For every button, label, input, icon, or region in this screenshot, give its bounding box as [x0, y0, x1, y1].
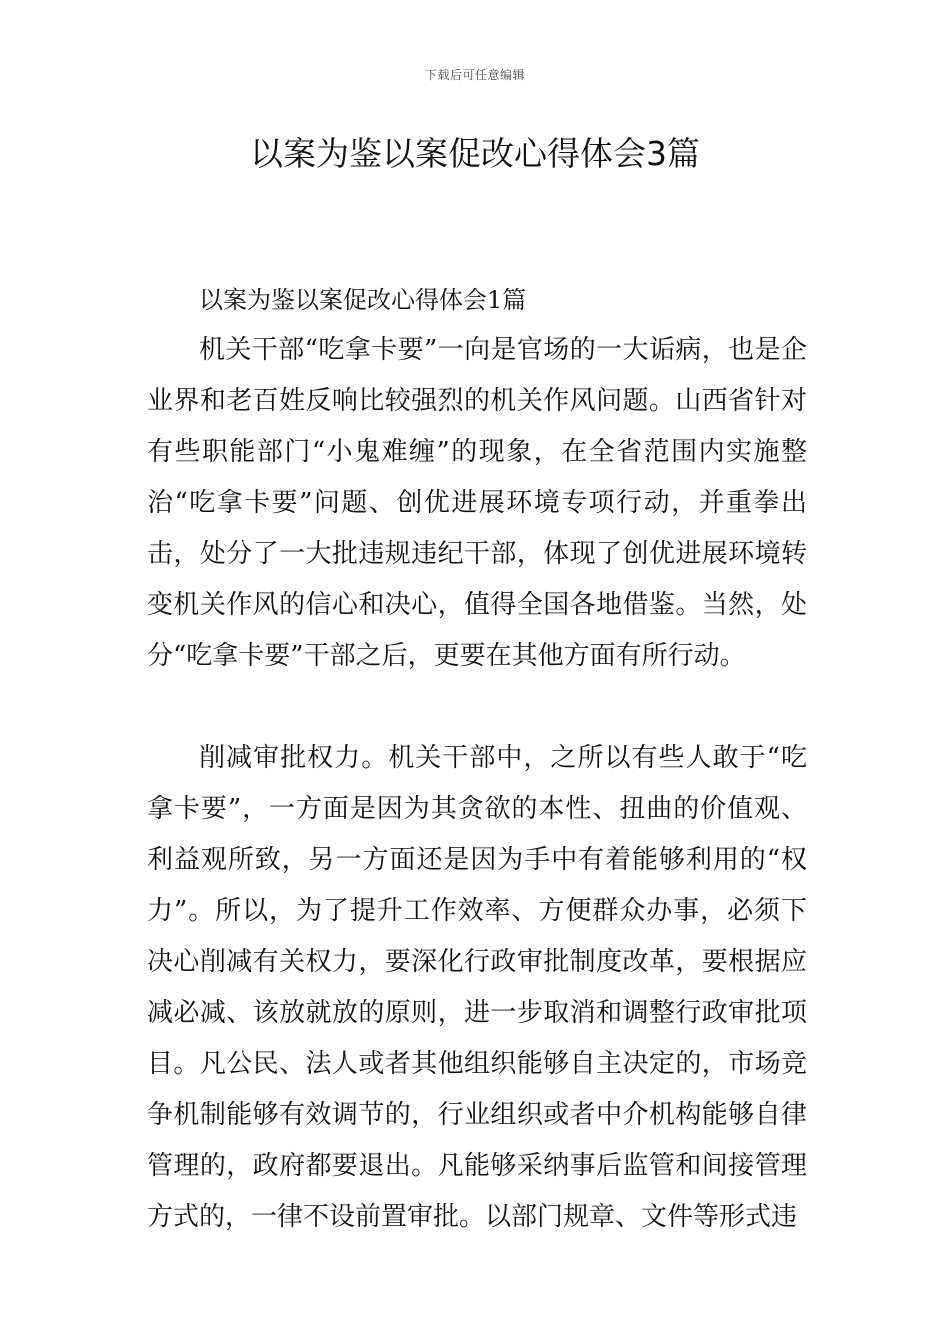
paragraph: 机关干部“吃拿卡要”一向是官场的一大诟病，也是企业界和老百姓反响比较强烈的机关作风问题。山西省针对有些职能部门“小鬼难缠”的现象，在全省范围内实施整治“吃拿卡要”问题、创优进展环境专项行动，并重拳出击，处分了一大批违规违纪干部，体现了创优进展环境转变机关作风的信心和决心，值得全国各地借鉴。当然，处分“吃拿卡要”干部之后，更要在其他方面有所行动。 — [147, 335, 807, 671]
document-title: 以案为鉴以案促改心得体会3篇 — [250, 134, 700, 173]
header-note: 下载后可任意编辑 — [424, 68, 525, 82]
document-body — [147, 280, 807, 1243]
paragraph: 削减审批权力。机关干部中，之所以有些人敢于“吃拿卡要”，一方面是因为其贪欲的本性、扭曲的价值观、利益观所致，另一方面还是因为手中有着能够利用的“权力”。所以，为了提升工作效率、方便群众办事，必须下决心削减有关权力，要深化行政审批制度改革，要根据应减必减、该放就放的原则，进一步取消和调整行政审批项目。凡公民、法人或者其他组织能够自主决定的，市场竞争机制能够有效调节的，行业组织或者中介机构能够自律管理的，政府都要退出。凡能够采纳事后监管和间接管理方式的，一律不设前置审批。以部门规章、文件等形式违 — [147, 743, 807, 1232]
section-heading: 以案为鉴以案促改心得体会1篇 — [199, 286, 527, 314]
